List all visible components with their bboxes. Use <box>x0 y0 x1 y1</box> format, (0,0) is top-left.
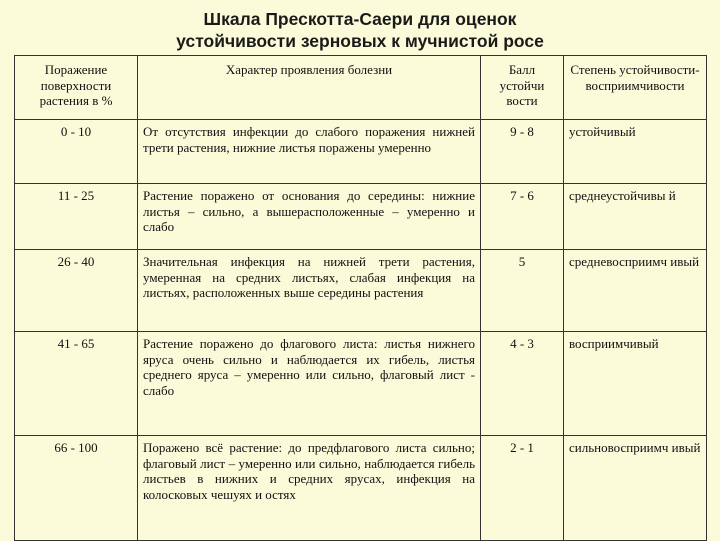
table-row <box>15 184 707 250</box>
title-line-1: Шкала Прескотта-Саери для оценок <box>203 9 517 29</box>
resistance-degree: среднеустойчивы й <box>564 184 707 250</box>
infection-range: 41 - 65 <box>15 332 138 436</box>
table-header-row <box>15 56 707 120</box>
infection-range: 26 - 40 <box>15 250 138 332</box>
resistance-degree: сильновосприимч ивый <box>564 436 707 541</box>
resistance-degree: средневосприимч ивый <box>564 250 707 332</box>
resistance-degree: устойчивый <box>564 120 707 184</box>
page-title <box>0 8 720 52</box>
header-score: Балл устойчи вости <box>481 56 564 120</box>
table-row <box>15 120 707 184</box>
disease-description: Поражено всё растение: до предфлагового листа сильно; флаговый лист – умеренно или сильно, наблюдается гибель листьев в нижних и средних ярусах, инфекция на колосковых чешуях и остях <box>138 436 481 541</box>
resistance-score: 5 <box>481 250 564 332</box>
resistance-scale-table <box>14 55 707 541</box>
disease-description: Растение поражено до флагового листа: листья нижнего яруса очень сильно и наблюдается их гибель, листья среднего яруса – умеренно или сильно, флаговый лист - слабо <box>138 332 481 436</box>
table-row <box>15 436 707 541</box>
infection-range: 66 - 100 <box>15 436 138 541</box>
table-row <box>15 332 707 436</box>
infection-range: 0 - 10 <box>15 120 138 184</box>
disease-description: От отсутствия инфекции до слабого поражения нижней трети растения, нижние листья поражены умеренно <box>138 120 481 184</box>
title-line-2: устойчивости зерновых к мучнистой росе <box>176 31 544 51</box>
resistance-score: 9 - 8 <box>481 120 564 184</box>
infection-range: 11 - 25 <box>15 184 138 250</box>
header-disease-description: Характер проявления болезни <box>138 56 481 120</box>
header-infection-percent: Поражение поверхности растения в % <box>15 56 138 120</box>
resistance-score: 4 - 3 <box>481 332 564 436</box>
disease-description: Значительная инфекция на нижней трети растения, умеренная на средних листьях, слабая инфекция на листьях, расположенных выше середины растения <box>138 250 481 332</box>
resistance-score: 7 - 6 <box>481 184 564 250</box>
resistance-score: 2 - 1 <box>481 436 564 541</box>
header-resistance-degree: Степень устойчивости- восприимчивости <box>564 56 707 120</box>
disease-description: Растение поражено от основания до середины: нижние листья – сильно, а вышерасположенные – умеренно и слабо <box>138 184 481 250</box>
table-row <box>15 250 707 332</box>
resistance-degree: восприимчивый <box>564 332 707 436</box>
